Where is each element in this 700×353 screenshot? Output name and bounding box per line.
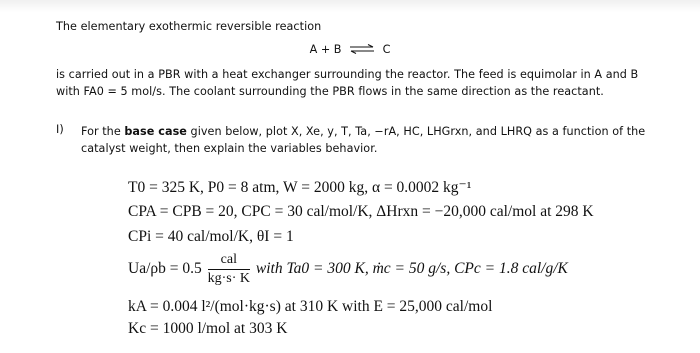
- fraction-denominator: kg·s· K: [207, 271, 250, 286]
- reaction-reactants: A + B: [309, 43, 342, 56]
- equation-line-6: Kc = 1000 l/mol at 303 K: [128, 320, 288, 337]
- intro-text: The elementary exothermic reversible reaction: [56, 20, 322, 33]
- equation-line-1: T0 = 325 K, P0 = 8 atm, W = 2000 kg, α = 0.0002 kg⁻¹: [128, 179, 472, 196]
- question-text: [81, 123, 661, 157]
- equilibrium-arrow-icon: [349, 44, 375, 57]
- question-text-bold: base case: [124, 125, 187, 138]
- cropped-header-strip: [0, 0, 700, 12]
- equation-line-2: CPA = CPB = 20, CPC = 30 cal/mol/K, ΔHrxn = −20,000 cal/mol at 298 K: [128, 203, 594, 220]
- equation-line-3: CPi = 40 cal/mol/K, θI = 1: [128, 228, 294, 245]
- equation-line-4: [128, 252, 568, 287]
- question-text-start: For the: [81, 125, 125, 138]
- reaction-product: C: [382, 43, 391, 56]
- equation-line-4-rhs: with Ta0 = 300 K, ṁc = 50 g/s, CPc = 1.8 cal/g/K: [255, 260, 568, 278]
- question-number: I): [56, 123, 64, 136]
- question-text-end: given below, plot X, Xe, y, T, Ta, −rA, HC, LHGrxn, and LHRQ as a function of the catalyst weight, then explain the variables behavior.: [81, 125, 646, 155]
- fraction-numerator: cal: [208, 252, 250, 270]
- heat-transfer-fraction: [208, 252, 250, 287]
- problem-description: is carried out in a PBR with a heat exchanger surrounding the reactor. The feed is equimolar in A and B with FA0 = 5 mol/s. The coolant surrounding the PBR flows in the same direction as the reactant.: [56, 68, 639, 98]
- equation-line-4-lhs: Ua/ρb = 0.5: [128, 260, 202, 278]
- equation-line-5: kA = 0.004 l²/(mol·kg·s) at 310 K with E = 25,000 cal/mol: [128, 298, 493, 315]
- reaction-equation: [0, 43, 700, 57]
